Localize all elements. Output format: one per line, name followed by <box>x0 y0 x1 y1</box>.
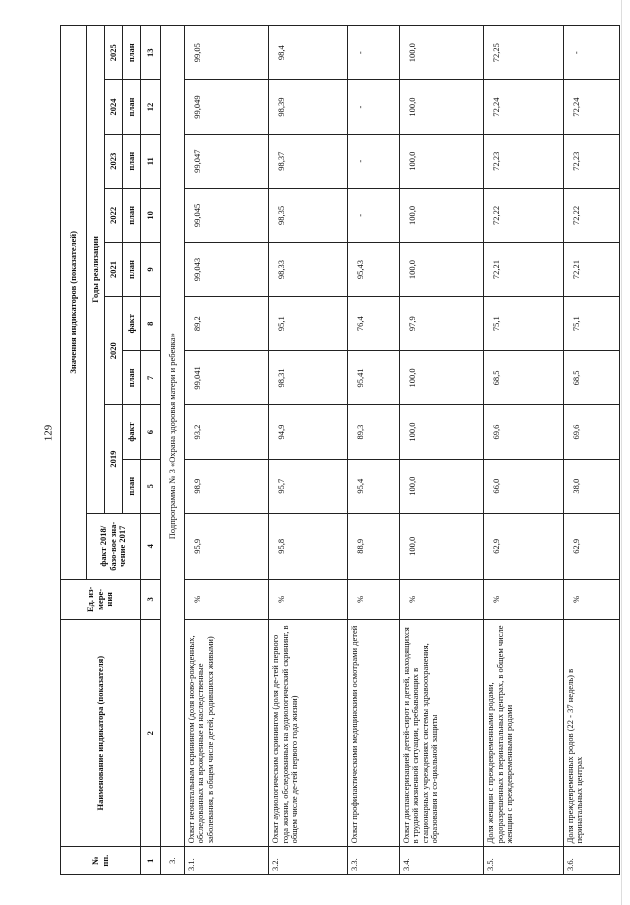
value-cell: 98,39 <box>269 80 348 134</box>
value-cell: 99,047 <box>184 134 269 188</box>
value-cell: 99,045 <box>184 188 269 242</box>
page-number: 129 <box>42 424 55 442</box>
header-plan-2025: план <box>123 26 141 80</box>
value-cell: 62,9 <box>484 513 563 579</box>
value-cell: 66,0 <box>484 459 563 513</box>
header-plan-2023: план <box>123 134 141 188</box>
subprogram-number: 3. <box>161 847 184 875</box>
value-cell: 62,9 <box>563 513 619 579</box>
column-number: 11 <box>141 134 161 188</box>
value-cell: 100,0 <box>399 405 484 459</box>
header-fact-2019: факт <box>123 405 141 459</box>
row-number: 3.6. <box>563 847 619 875</box>
header-year-2019: 2019 <box>105 405 123 513</box>
column-number: 3 <box>141 579 161 619</box>
value-cell: 100,0 <box>399 459 484 513</box>
scan-edge-line <box>621 0 622 905</box>
value-cell: 98,31 <box>269 351 348 405</box>
value-cell: 95,7 <box>269 459 348 513</box>
table-row <box>563 26 619 875</box>
indicator-name: Доля преждевременных родов (22 - 37 недель) в перинатальных центрах <box>563 620 619 847</box>
indicator-name: Доля женщин с преждевременными родами, родоразрешенных в перинатальных центрах, в общем числе женщин с преждевременными родами <box>484 620 563 847</box>
value-cell: 68,5 <box>563 351 619 405</box>
value-cell: 100,0 <box>399 351 484 405</box>
value-cell: 72,21 <box>484 242 563 296</box>
unit-cell: % <box>399 579 484 619</box>
indicator-name: Охват профилактическими медицинскими осмотрами детей <box>348 620 399 847</box>
value-cell: 94,9 <box>269 405 348 459</box>
value-cell: 95,1 <box>269 297 348 351</box>
value-cell: 68,5 <box>484 351 563 405</box>
value-cell: 100,0 <box>399 188 484 242</box>
column-number: 1 <box>141 847 161 875</box>
value-cell: 100,0 <box>399 134 484 188</box>
table-row <box>184 26 269 875</box>
table-row <box>484 26 563 875</box>
column-numbers-row <box>141 26 161 875</box>
header-base: факт 2018/базо-вое зна-чение 2017 <box>87 513 141 579</box>
header-plan-2020: план <box>123 351 141 405</box>
value-cell: 69,6 <box>484 405 563 459</box>
value-cell: 72,22 <box>484 188 563 242</box>
value-cell: 99,049 <box>184 80 269 134</box>
header-year-2025: 2025 <box>105 26 123 80</box>
value-cell: 95,4 <box>348 459 399 513</box>
value-cell: 100,0 <box>399 242 484 296</box>
value-cell: 95,43 <box>348 242 399 296</box>
unit-cell: % <box>348 579 399 619</box>
header-values: Значения индикаторов (показателей) <box>61 26 87 580</box>
value-cell: - <box>348 26 399 80</box>
header-year-2023: 2023 <box>105 134 123 188</box>
rotated-table-container <box>60 25 620 875</box>
table-row <box>348 26 399 875</box>
value-cell: 72,22 <box>563 188 619 242</box>
indicator-name: Охват аудиологическим скринингом (доля де-тей первого года жизни, обследованных на аудиологический скрининг, в общем числе де-тей первого года жизни) <box>269 620 348 847</box>
header-plan-2024: план <box>123 80 141 134</box>
value-cell: 97,9 <box>399 297 484 351</box>
column-number: 5 <box>141 459 161 513</box>
value-cell: 75,1 <box>563 297 619 351</box>
row-number: 3.5. <box>484 847 563 875</box>
header-year-2020: 2020 <box>105 297 123 405</box>
column-number: 8 <box>141 297 161 351</box>
value-cell: 89,2 <box>184 297 269 351</box>
value-cell: 98,33 <box>269 242 348 296</box>
value-cell: 72,23 <box>563 134 619 188</box>
value-cell: - <box>348 134 399 188</box>
value-cell: 100,0 <box>399 513 484 579</box>
value-cell: 75,1 <box>484 297 563 351</box>
subprogram-row <box>161 26 184 875</box>
value-cell: - <box>348 80 399 134</box>
header-name: Наименование индикатора (показателя) <box>61 620 141 847</box>
column-number: 13 <box>141 26 161 80</box>
value-cell: 99,043 <box>184 242 269 296</box>
value-cell: 98,37 <box>269 134 348 188</box>
row-number: 3.4. <box>399 847 484 875</box>
unit-cell: % <box>269 579 348 619</box>
indicator-name: Охват диспансеризацией детей-сирот и детей, находящихся в трудной жизненной ситуации, пребывающих в стационарных учреждениях системы здравоохранения, образования и со-циальной защиты <box>399 620 484 847</box>
value-cell: 100,0 <box>399 26 484 80</box>
row-number: 3.3. <box>348 847 399 875</box>
unit-cell: % <box>563 579 619 619</box>
row-number: 3.2. <box>269 847 348 875</box>
value-cell: 89,3 <box>348 405 399 459</box>
value-cell: 72,25 <box>484 26 563 80</box>
value-cell: 69,6 <box>563 405 619 459</box>
indicator-name: Охват неонатальным скринингом (доля ново-рожденных, обследованных на врожденные и наследственные заболевания, в общем числе детей, родившихся живыми) <box>184 620 269 847</box>
unit-cell: % <box>484 579 563 619</box>
value-cell: 98,35 <box>269 188 348 242</box>
header-year-2024: 2024 <box>105 80 123 134</box>
value-cell: 88,9 <box>348 513 399 579</box>
header-plan-2021: план <box>123 242 141 296</box>
value-cell: - <box>563 26 619 80</box>
value-cell: 93,2 <box>184 405 269 459</box>
column-number: 4 <box>141 513 161 579</box>
header-num: № пп. <box>61 847 141 875</box>
column-number: 7 <box>141 351 161 405</box>
value-cell: 98,4 <box>269 26 348 80</box>
column-number: 2 <box>141 620 161 847</box>
unit-cell: % <box>184 579 269 619</box>
value-cell: 38,0 <box>563 459 619 513</box>
header-plan-2019: план <box>123 459 141 513</box>
value-cell: 95,8 <box>269 513 348 579</box>
header-unit: Ед. из-мере-ния <box>61 579 141 619</box>
column-number: 12 <box>141 80 161 134</box>
header-years-realization: Годы реализации <box>87 26 105 514</box>
value-cell: 98,9 <box>184 459 269 513</box>
column-number: 9 <box>141 242 161 296</box>
indicators-table <box>60 25 620 875</box>
value-cell: 95,9 <box>184 513 269 579</box>
value-cell: 72,23 <box>484 134 563 188</box>
value-cell: 99,05 <box>184 26 269 80</box>
row-number: 3.1. <box>184 847 269 875</box>
value-cell: 100,0 <box>399 80 484 134</box>
header-fact-2020: факт <box>123 297 141 351</box>
value-cell: 72,21 <box>563 242 619 296</box>
column-number: 6 <box>141 405 161 459</box>
table-row <box>399 26 484 875</box>
value-cell: 72,24 <box>484 80 563 134</box>
subprogram-title: Подпрограмма № 3 «Охрана здоровья матери и ребенка» <box>161 26 184 847</box>
column-number: 10 <box>141 188 161 242</box>
header-year-2021: 2021 <box>105 242 123 296</box>
value-cell: 76,4 <box>348 297 399 351</box>
value-cell: 72,24 <box>563 80 619 134</box>
value-cell: - <box>348 188 399 242</box>
value-cell: 95,41 <box>348 351 399 405</box>
table-row <box>269 26 348 875</box>
header-plan-2022: план <box>123 188 141 242</box>
header-year-2022: 2022 <box>105 188 123 242</box>
value-cell: 99,041 <box>184 351 269 405</box>
